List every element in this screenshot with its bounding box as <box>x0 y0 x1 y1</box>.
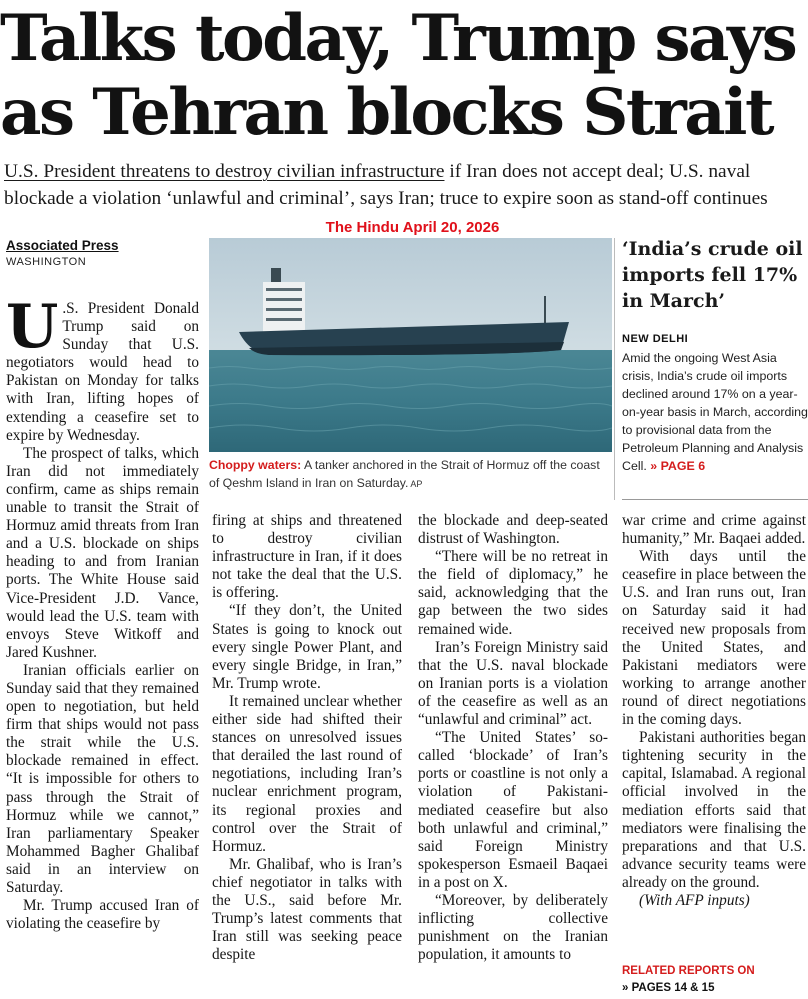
article-paragraph: “If they don’t, the United States is going to knock out every single Power Plant, and every single Bridge, in Iran,” Mr. Trump wrote. <box>212 602 402 692</box>
caption-credit: AP <box>408 479 423 489</box>
headline <box>0 2 808 150</box>
source-note: The Hindu April 20, 2026 <box>325 219 500 236</box>
ship-mast <box>544 296 546 326</box>
article-paragraph: U .S. President Donald Trump said on Sunday that U.S. negotiators would head to Pakistan on Monday for talks with Iran, lifting hopes of extending a ceasefire set to expire by Wednesday. <box>6 292 199 444</box>
byline-dateline: WASHINGTON <box>6 256 87 268</box>
article-paragraph: Mr. Trump accused Iran of violating the ceasefire by <box>6 897 199 933</box>
deck-underlined: U.S. President threatens to destroy civilian infrastructure <box>4 161 445 182</box>
article-paragraph: “Moreover, by deliberately inflicting collective punishment on the Iranian population, it amounts to <box>418 891 608 964</box>
sidebar-page-ref[interactable]: » PAGE 6 <box>646 459 706 473</box>
article-paragraph: Iranian officials earlier on Sunday said that they remained open to negotiation, but held firm that ships would not pass the strait while the U.S. blockade remained in effect. “It is impossible for others to pass through the Strait of Hormuz while we cannot,” Iran parliamentary Speaker Mohammed Bagher Ghalibaf said in an interview on Saturday. <box>6 661 199 896</box>
sidebar-body: Amid the ongoing West Asia crisis, India’s crude oil imports declined around 17% on a year-on-year basis in March, according to provisional data from the Petroleum Planning and Analysis Cell. » PAGE 6 <box>622 351 808 473</box>
deck <box>4 158 808 212</box>
article-paragraph: It remained unclear whether either side had shifted their stances on unresolved issues that derailed the last round of negotiations, including Iran’s nuclear enrichment program, its regional proxies and control over the Strait of Hormuz. <box>212 692 402 855</box>
sidebar-bottom-rule <box>622 499 808 500</box>
ship-funnel <box>271 268 281 282</box>
article-paragraph: Mr. Ghalibaf, who is Iran’s chief negotiator in talks with the U.S., said before Mr. Trump’s latest comments that Iran still was seeking peace despite <box>212 855 402 964</box>
article-paragraph: war crime and crime against humanity,” Mr. Baqaei added. <box>622 512 806 548</box>
article-paragraph: “There will be no retreat in the field of diplomacy,” he said, acknowledging that the gap between the two sides remained wide. <box>418 548 608 638</box>
related-pages[interactable]: » PAGES 14 & 15 <box>622 982 715 994</box>
photo-caption <box>209 456 612 493</box>
headline-line-1: Talks today, Trump says <box>0 1 796 76</box>
headline-line-2: as Tehran blocks Strait <box>0 75 773 150</box>
article-paragraph: Pakistani authorities began tightening security in the capital, Islamabad. A regional official involved in the mediation efforts said that mediators were finalising the preparations and that U.S. advance security teams were already on the ground. <box>622 729 806 891</box>
article-column-4 <box>622 512 806 910</box>
byline-agency[interactable]: Associated Press <box>6 238 119 253</box>
article-paragraph: firing at ships and threatened to destroy civilian infrastructure in Iran, if it does not take the deal that the U.S. is offering. <box>212 512 402 602</box>
article-column-3 <box>418 512 608 964</box>
tanker-photo-illustration <box>209 238 612 452</box>
news-photo <box>209 238 612 452</box>
related-reports[interactable] <box>622 963 808 997</box>
caption-lead: Choppy waters: <box>209 458 302 472</box>
article-paragraph: With days until the ceasefire in place between the U.S. and Iran runs out, Iran on Saturday said it had received new proposals from the United States, and Pakistani mediators were working to arrange another round of direct negotiations in the coming days. <box>622 548 806 729</box>
sidebar-headline[interactable]: ‘India’s crude oil imports fell 17% in March’ <box>622 238 803 312</box>
article-paragraph: Iran’s Foreign Ministry said that the U.S. naval blockade on Iranian ports is a violation of the ceasefire as well as an “unlawful and criminal” act. <box>418 638 608 729</box>
article-credit: (With AFP inputs) <box>639 891 750 909</box>
article-paragraph: the blockade and deep-seated distrust of Washington. <box>418 512 608 548</box>
byline <box>6 238 119 268</box>
caption-text: A tanker anchored in the Strait of Hormuz off the coast of Qeshm Island in Iran on Saturday. <box>209 458 600 490</box>
article-column-1 <box>6 292 199 933</box>
sidebar-dateline: NEW DELHI <box>622 333 689 345</box>
article-paragraph: “The United States’ so-called ‘blockade’ of Iran’s ports or coastline is not only a violation of Pakistani-mediated ceasefire but also both unlawful and criminal,” said Foreign Ministry spokesperson Esmaeil Baqaei in a post on X. <box>418 729 608 891</box>
drop-cap: U <box>6 292 59 362</box>
photo-sea <box>209 350 612 452</box>
article-paragraph: The prospect of talks, which Iran did not immediately confirm, came as ships remain unable to transit the Strait of Hormuz amid threats from Iran and a U.S. blockade on ships heading to and from Iranian ports. The White House said Vice-President J.D. Vance, would lead the U.S. team with envoys Steve Witkoff and Jared Kushner. <box>6 444 199 661</box>
deck-rest: if Iran does not accept deal; U.S. naval blockade a violation ‘unlawful and criminal’, says Iran; truce to expire soon as stand-off continues <box>4 161 768 209</box>
sidebar-divider <box>614 238 615 500</box>
article-column-2 <box>212 512 402 964</box>
related-label: RELATED REPORTS ON <box>622 965 755 977</box>
